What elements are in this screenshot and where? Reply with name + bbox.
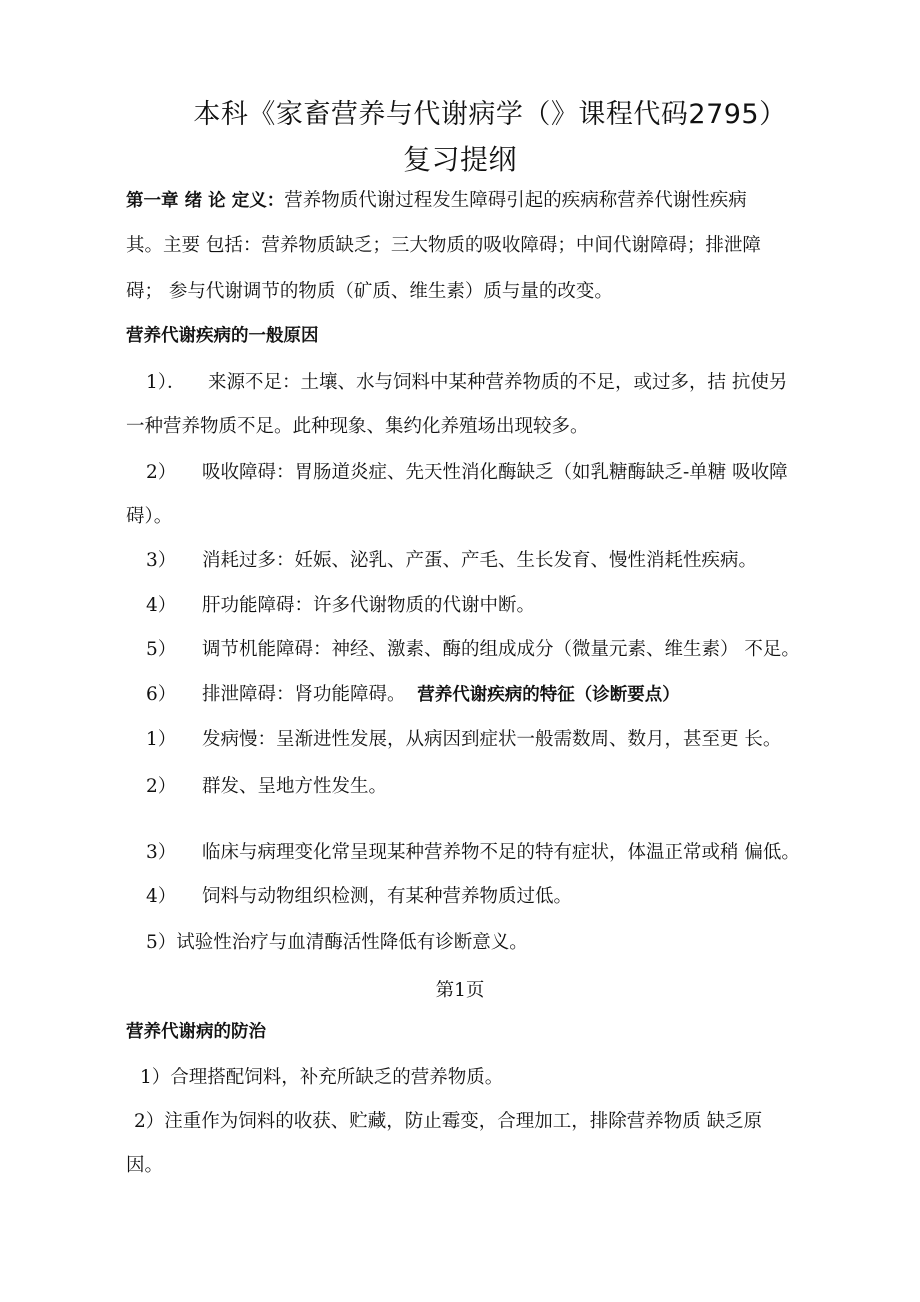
- feature-1-number: 1）: [146, 729, 177, 750]
- definition-text: 营养物质代谢过程发生障碍引起的疾病称营养代谢性疾病: [284, 190, 747, 211]
- cause-1-line-2: 一种营养物质不足。此种现象、集约化养殖场出现较多。: [126, 416, 589, 437]
- document-subtitle: 复习提纲: [402, 143, 517, 176]
- cause-2-text: 吸收障碍：胃肠道炎症、先天性消化酶缺乏（如乳糖酶缺乏-单糖 吸收障: [202, 462, 788, 483]
- cause-3-number: 3）: [146, 550, 177, 571]
- cause-4-number: 4）: [146, 595, 177, 616]
- feature-2-number: 2）: [146, 776, 177, 797]
- cause-3: [146, 550, 757, 572]
- feature-2: [146, 776, 387, 798]
- cause-3-text: 消耗过多：妊娠、泌乳、产蛋、产毛、生长发育、慢性消耗性疾病。: [202, 550, 758, 571]
- cause-4: [146, 595, 535, 617]
- feature-3-text: 临床与病理变化常呈现某种营养物不足的特有症状，体温正常或稍 偏低。: [202, 842, 800, 863]
- cause-4-text: 肝功能障碍：许多代谢物质的代谢中断。: [202, 595, 536, 616]
- cause-5-number: 5）: [146, 639, 177, 660]
- chapter-1-line-2: 其。主要 包括：营养物质缺乏；三大物质的吸收障碍；中间代谢障碍；排泄障: [126, 235, 761, 256]
- feature-3: [146, 842, 800, 864]
- cause-2-number: 2）: [146, 462, 177, 483]
- feature-5: 5）试验性治疗与血清酶活性降低有诊断意义。: [146, 932, 528, 953]
- prevention-2-line-2: 因。: [126, 1155, 164, 1176]
- prevention-1: 1）合理搭配饲料，补充所缺乏的营养物质。: [140, 1067, 504, 1088]
- feature-2-text: 群发、呈地方性发生。: [202, 776, 388, 797]
- cause-1-number: 1）．: [146, 372, 186, 393]
- cause-6-text: 排泄障碍：肾功能障碍。: [202, 684, 406, 705]
- chapter-1-line-3: 碍； 参与代谢调节的物质（矿质、维生素）质与量的改变。: [126, 281, 613, 302]
- feature-4-number: 4）: [146, 886, 177, 907]
- section-heading-features: 营养代谢疾病的特征（诊断要点）: [417, 685, 680, 705]
- section-heading-prevention: 营养代谢病的防治: [126, 1022, 266, 1042]
- chapter-1-label: 第一章 绪 论 定义：: [126, 191, 285, 211]
- feature-4-text: 饲料与动物组织检测，有某种营养物质过低。: [202, 886, 573, 907]
- section-heading-causes: 营养代谢疾病的一般原因: [126, 326, 319, 346]
- feature-1: [146, 729, 781, 751]
- cause-2-line-1: [146, 462, 788, 484]
- cause-1-line-1: [146, 372, 787, 394]
- chapter-1-line-1: [126, 190, 747, 212]
- feature-4: [146, 886, 572, 908]
- feature-1-text: 发病慢：呈渐进性发展，从病因到症状一般需数周、数月，甚至更 长。: [202, 729, 782, 750]
- cause-5-text: 调节机能障碍：神经、激素、酶的组成成分（微量元素、维生素） 不足。: [202, 639, 800, 660]
- document-title: 本科《家畜营养与代谢病学（》课程代码2795）: [193, 99, 787, 130]
- cause-1-text: 来源不足：土壤、水与饲料中某种营养物质的不足，或过多，拮 抗使另: [208, 372, 788, 393]
- feature-3-number: 3）: [146, 842, 177, 863]
- cause-5: [146, 639, 800, 661]
- page-number: 第1页: [435, 980, 485, 1001]
- cause-6: [146, 684, 680, 706]
- prevention-2-line-1: 2）注重作为饲料的收获、贮藏，防止霉变，合理加工，排除营养物质 缺乏原: [134, 1111, 763, 1132]
- cause-2-line-2: 碍）。: [126, 506, 173, 527]
- cause-6-number: 6）: [146, 684, 177, 705]
